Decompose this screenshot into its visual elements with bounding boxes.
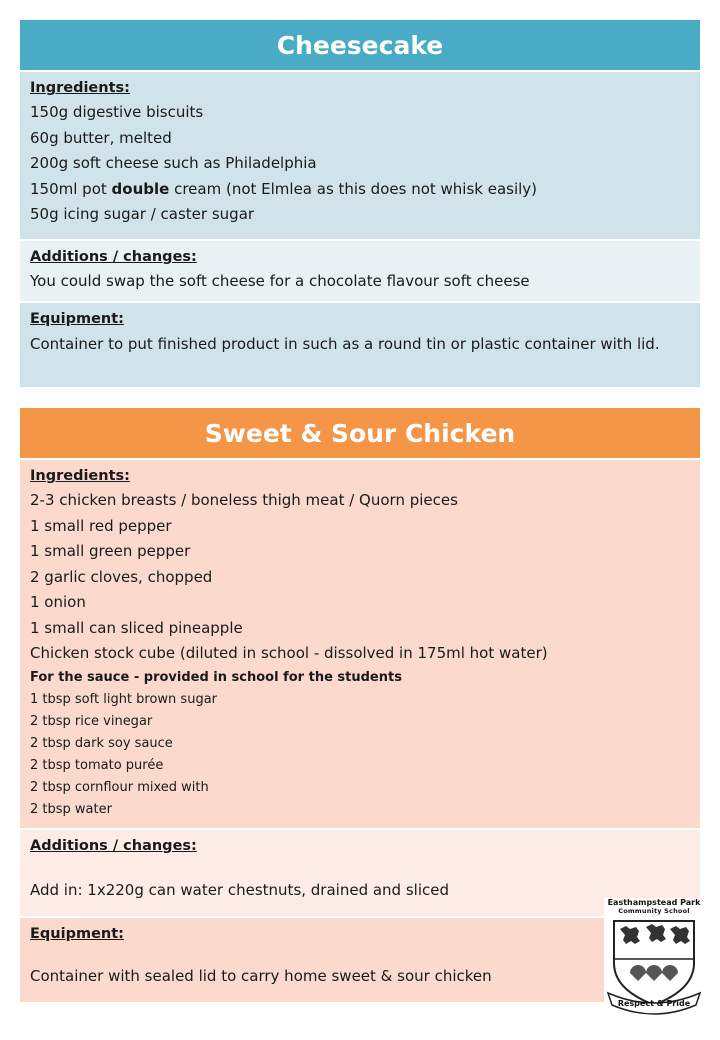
- cheesecake-additions-heading: Additions / changes:: [30, 249, 197, 265]
- ingredient-item: 1 small green pepper: [30, 542, 191, 560]
- sauce-item: 1 tbsp soft light brown sugar: [30, 691, 218, 707]
- sauce-item: 2 tbsp dark soy sauce: [30, 735, 173, 751]
- cheesecake-equipment-section: [20, 301, 700, 387]
- cheesecake-ingredients-section: [20, 70, 700, 239]
- cheesecake-additions-section: [20, 239, 700, 301]
- sauce-item: 2 tbsp water: [30, 801, 112, 817]
- cheesecake-additions-text: You could swap the soft cheese for a chocolate flavour soft cheese: [30, 272, 530, 290]
- ingredient-item: 1 small can sliced pineapple: [30, 618, 243, 637]
- ingredient-item: Chicken stock cube (diluted in school - dissolved in 175ml hot water): [30, 644, 548, 662]
- cheesecake-equipment-heading: Equipment:: [30, 311, 124, 327]
- ingredient-item: 1 onion: [30, 593, 86, 611]
- logo-motto: Respect & Pride: [617, 999, 691, 1008]
- sweet-sour-additions-text: Add in: 1x220g can water chestnuts, drained and sliced: [30, 881, 449, 899]
- cream-bold: double: [111, 179, 170, 198]
- ingredient-item: 2-3 chicken breasts / boneless thigh meat / Quorn pieces: [30, 491, 458, 509]
- shield-crest-icon: [604, 915, 704, 1015]
- sweet-sour-additions-heading: Additions / changes:: [30, 838, 197, 854]
- sweet-sour-title: Sweet & Sour Chicken: [20, 408, 700, 458]
- ingredient-item: 50g icing sugar / caster sugar: [30, 205, 255, 223]
- cheesecake-title: Cheesecake: [20, 20, 700, 70]
- sauce-item: 2 tbsp rice vinegar: [30, 713, 153, 729]
- sauce-heading: For the sauce - provided in school for the students: [30, 669, 402, 685]
- cream-post: cream (not Elmlea as this does not whisk easily): [169, 179, 538, 198]
- sweet-sour-ingredients-section: [20, 458, 700, 828]
- ingredient-item-cream: [30, 177, 690, 203]
- sweet-sour-additions-section: [20, 828, 700, 916]
- cheesecake-equipment-text: Container to put finished product in such as a round tin or plastic container with lid.: [30, 335, 660, 353]
- ingredient-item: 150g digestive biscuits: [30, 103, 204, 121]
- cheesecake-ingredients-heading: Ingredients:: [30, 80, 130, 96]
- sauce-item: 2 tbsp cornflour mixed with: [30, 779, 209, 795]
- sweet-sour-equipment-heading: Equipment:: [30, 926, 124, 942]
- ingredient-item: 1 small red pepper: [30, 516, 172, 535]
- logo-school-name: Easthampstead Park: [607, 898, 701, 907]
- cheesecake-card: [20, 20, 700, 387]
- school-logo: [604, 898, 704, 1016]
- cream-pre: 150ml pot: [30, 179, 112, 198]
- ingredient-item: 200g soft cheese such as Philadelphia: [30, 154, 317, 172]
- sweet-sour-equipment-text: Container with sealed lid to carry home sweet & sour chicken: [30, 967, 492, 985]
- sweet-sour-ingredients-heading: Ingredients:: [30, 468, 130, 484]
- ingredient-item: 2 garlic cloves, chopped: [30, 567, 213, 586]
- ingredient-item: 60g butter, melted: [30, 128, 172, 147]
- sauce-item: 2 tbsp tomato purée: [30, 757, 164, 773]
- logo-school-subtitle: Community School: [618, 907, 690, 915]
- sweet-sour-equipment-section: [20, 916, 700, 1002]
- sweet-sour-card: [20, 408, 700, 1002]
